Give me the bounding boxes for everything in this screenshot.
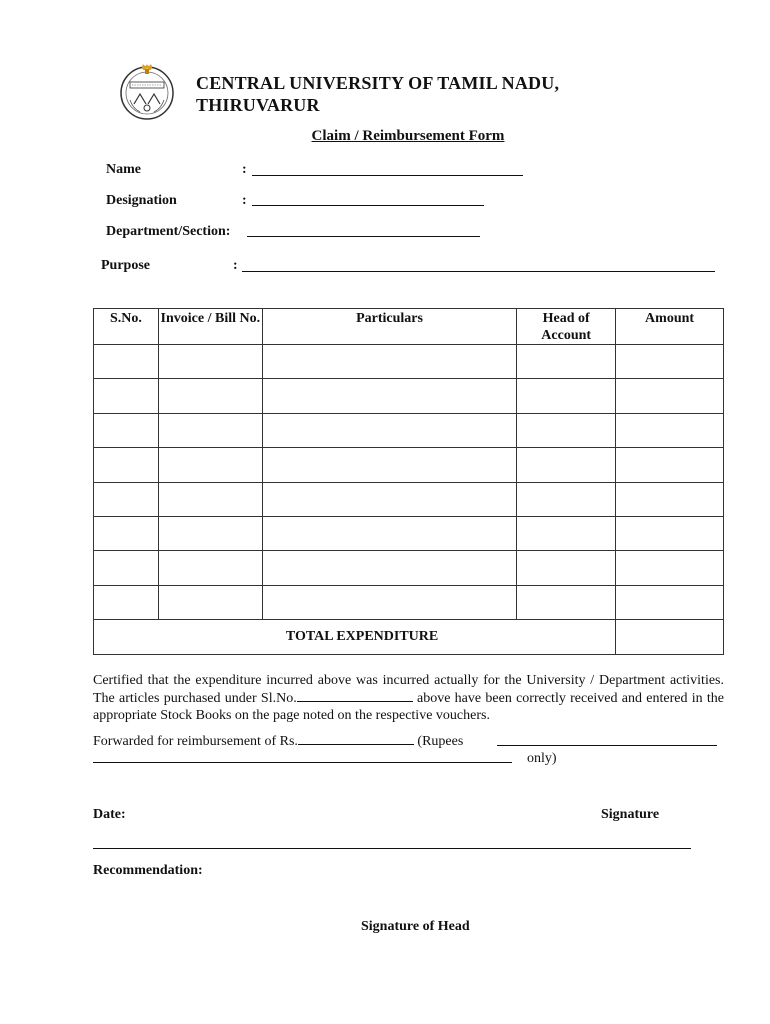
table-cell[interactable] [158,379,262,413]
table-cell[interactable] [94,413,159,447]
table-cell[interactable] [517,345,616,379]
rupees-words-field[interactable] [497,745,717,746]
signature-label: Signature [601,807,660,822]
header-amount: Amount [616,309,724,345]
table-cell[interactable] [262,345,517,379]
table-cell[interactable] [94,482,159,516]
table-cell[interactable] [94,585,159,619]
table-cell[interactable] [517,448,616,482]
table-cell[interactable] [158,448,262,482]
table-cell[interactable] [517,413,616,447]
divider-line [93,848,691,849]
table-cell[interactable] [616,413,724,447]
designation-colon: : [242,193,247,208]
header-head-of-account: Head of Account [517,309,616,345]
table-cell[interactable] [158,345,262,379]
table-cell[interactable] [262,551,517,585]
table-cell[interactable] [94,345,159,379]
designation-label: Designation [106,193,177,208]
table-cell[interactable] [262,516,517,550]
table-cell[interactable] [94,516,159,550]
forwarded-part1: Forwarded for reimbursement of Rs. [93,734,298,749]
table-row [94,413,724,447]
table-cell[interactable] [517,482,616,516]
recommendation-label: Recommendation: [93,863,203,878]
department-label: Department/Section: [106,224,231,239]
signature-of-head-label: Signature of Head [361,919,470,934]
university-name-line1: CENTRAL UNIVERSITY OF TAMIL NADU, [196,73,560,93]
table-cell[interactable] [517,551,616,585]
purpose-field[interactable] [242,271,715,272]
table-cell[interactable] [517,379,616,413]
table-row [94,379,724,413]
department-field[interactable] [247,236,480,237]
table-cell[interactable] [616,516,724,550]
university-name [196,72,559,116]
total-amount-cell[interactable] [616,620,724,654]
table-cell[interactable] [158,585,262,619]
table-cell[interactable] [262,482,517,516]
forwarded-text [93,733,724,751]
table-cell[interactable] [94,448,159,482]
table-cell[interactable] [158,413,262,447]
table-row [94,585,724,619]
rupees-words-field-line2[interactable] [93,762,512,763]
table-header-row [94,309,724,345]
expenditure-table [93,308,724,655]
table-cell[interactable] [262,448,517,482]
header-invoice-bill-no: Invoice / Bill No. [158,309,262,345]
forwarded-part3: only) [527,751,557,766]
name-field[interactable] [252,175,523,176]
forwarded-part2: (Rupees [417,734,464,749]
table-cell[interactable] [158,482,262,516]
certification-part1: Certified that the expenditure incurred above was incurred actually for the University / Department activities. The articles purchased under Sl.No. [93,673,724,706]
certification-part2: above have been correctly received and entered in the appropriate Stock Books on the page noted on the respective vouchers. [93,690,725,723]
table-row [94,345,724,379]
table-cell[interactable] [94,551,159,585]
header-sno: S.No. [94,309,159,345]
table-cell[interactable] [262,379,517,413]
table-row [94,551,724,585]
table-cell[interactable] [158,551,262,585]
table-cell[interactable] [517,516,616,550]
table-cell[interactable] [616,345,724,379]
total-row [94,620,724,654]
name-colon: : [242,162,247,177]
table-cell[interactable] [262,413,517,447]
table-cell[interactable] [616,482,724,516]
table-cell[interactable] [94,379,159,413]
university-name-line2: THIRUVARUR [196,95,320,115]
table-cell[interactable] [517,585,616,619]
total-expenditure-label: TOTAL EXPENDITURE [94,620,616,654]
table-cell[interactable] [616,448,724,482]
form-title: Claim / Reimbursement Form [311,128,505,144]
slno-blank[interactable] [297,690,413,702]
table-cell[interactable] [616,585,724,619]
table-row [94,516,724,550]
table-row [94,448,724,482]
purpose-label: Purpose [101,258,150,273]
table-cell[interactable] [262,585,517,619]
designation-field[interactable] [252,205,484,206]
date-label: Date: [93,807,126,822]
table-cell[interactable] [616,379,724,413]
amount-rs-blank[interactable] [298,733,414,745]
purpose-colon: : [233,258,238,273]
header-particulars: Particulars [262,309,517,345]
university-logo [116,60,178,122]
name-label: Name [106,162,141,177]
table-cell[interactable] [158,516,262,550]
certification-text [93,672,724,725]
table-cell[interactable] [616,551,724,585]
table-row [94,482,724,516]
